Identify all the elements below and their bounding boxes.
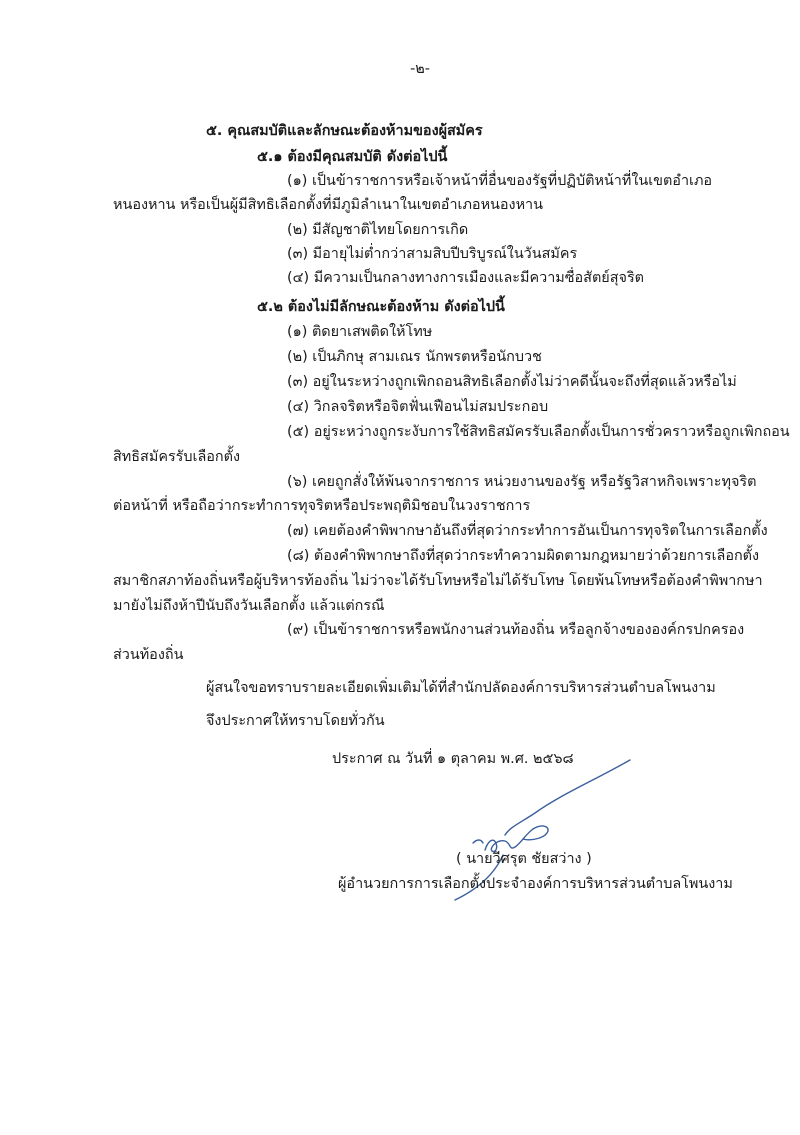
prohibition-5-line-1: (๕) อยู่ระหว่างถูกระงับการใช้สิทธิสมัครรับเลือกตั้งเป็นการชั่วคราวหรือถูกเพิกถอน — [287, 424, 790, 440]
qualification-1-line-2: หนองหาน หรือเป็นผู้มีสิทธิเลือกตั้งที่มีภูมิลำเนาในเขตอำเภอหนองหาน — [113, 197, 543, 213]
prohibition-6-line-1: (๖) เคยถูกสั่งให้พ้นจากราชการ หน่วยงานของรัฐ หรือรัฐวิสาหกิจเพราะทุจริต — [287, 474, 757, 490]
prohibition-1: (๑) ติดยาเสพติดให้โทษ — [287, 324, 433, 340]
announcement-line: จึงประกาศให้ทราบโดยทั่วกัน — [206, 713, 385, 729]
signatory-position: ผู้อำนวยการการเลือกตั้งประจำองค์การบริหารส่วนตำบลโพนงาม — [338, 876, 733, 892]
signatory-name: ( นายวีศรุต ชัยสว่าง ) — [456, 851, 592, 867]
prohibition-8-line-1: (๘) ต้องคำพิพากษาถึงที่สุดว่ากระทำความผิดตามกฎหมายว่าด้วยการเลือกตั้ง — [287, 548, 760, 564]
prohibition-3: (๓) อยู่ในระหว่างถูกเพิกถอนสิทธิเลือกตั้งไม่ว่าคดีนั้นจะถึงที่สุดแล้วหรือไม่ — [287, 374, 737, 390]
prohibition-4: (๔) วิกลจริตหรือจิตฟั่นเฟือนไม่สมประกอบ — [287, 399, 549, 415]
section-5-2-heading: ๕.๒ ต้องไม่มีลักษณะต้องห้าม ดังต่อไปนี้ — [257, 299, 505, 315]
qualification-2: (๒) มีสัญชาติไทยโดยการเกิด — [287, 222, 469, 238]
qualification-4: (๔) มีความเป็นกลางทางการเมืองและมีความซื่อสัตย์สุจริต — [287, 270, 645, 286]
section-5-1-heading: ๕.๑ ต้องมีคุณสมบัติ ดังต่อไปนี้ — [257, 149, 448, 165]
prohibition-9-line-1: (๙) เป็นข้าราชการหรือพนักงานส่วนท้องถิ่น หรือลูกจ้างขององค์กรปกครอง — [287, 622, 745, 638]
prohibition-7: (๗) เคยต้องคำพิพากษาอันถึงที่สุดว่ากระทำการอันเป็นการทุจริตในการเลือกตั้ง — [287, 523, 768, 539]
page-number: -๒- — [410, 61, 430, 77]
prohibition-6-line-2: ต่อหน้าที่ หรือถือว่ากระทำการทุจริตหรือประพฤติมิชอบในวงราชการ — [113, 498, 531, 514]
prohibition-2: (๒) เป็นภิกษุ สามเณร นักพรตหรือนักบวช — [287, 349, 542, 365]
qualification-1-line-1: (๑) เป็นข้าราชการหรือเจ้าหน้าที่อื่นของรัฐที่ปฏิบัติหน้าที่ในเขตอำเภอ — [287, 173, 713, 189]
qualification-3: (๓) มีอายุไม่ต่ำกว่าสามสิบปีบริบูรณ์ในวันสมัคร — [287, 246, 578, 262]
prohibition-5-line-2: สิทธิสมัครรับเลือกตั้ง — [113, 449, 241, 465]
prohibition-8-line-2: สมาชิกสภาท้องถิ่นหรือผู้บริหารท้องถิ่น ไม่ว่าจะได้รับโทษหรือไม่ได้รับโทษ โดยพ้นโทษหรือต้องคำพิพากษา — [113, 573, 763, 589]
section-5-heading: ๕. คุณสมบัติและลักษณะต้องห้ามของผู้สมัคร — [206, 123, 483, 139]
inquiry-note: ผู้สนใจขอทราบรายละเอียดเพิ่มเติมได้ที่สำนักปลัดองค์การบริหารส่วนตำบลโพนงาม — [206, 680, 716, 696]
prohibition-8-line-3: มายังไม่ถึงห้าปีนับถึงวันเลือกตั้ง แล้วแต่กรณี — [113, 598, 385, 614]
prohibition-9-line-2: ส่วนท้องถิ่น — [113, 647, 184, 663]
announcement-date: ประกาศ ณ วันที่ ๑ ตุลาคม พ.ศ. ๒๕๖๘ — [332, 751, 574, 767]
